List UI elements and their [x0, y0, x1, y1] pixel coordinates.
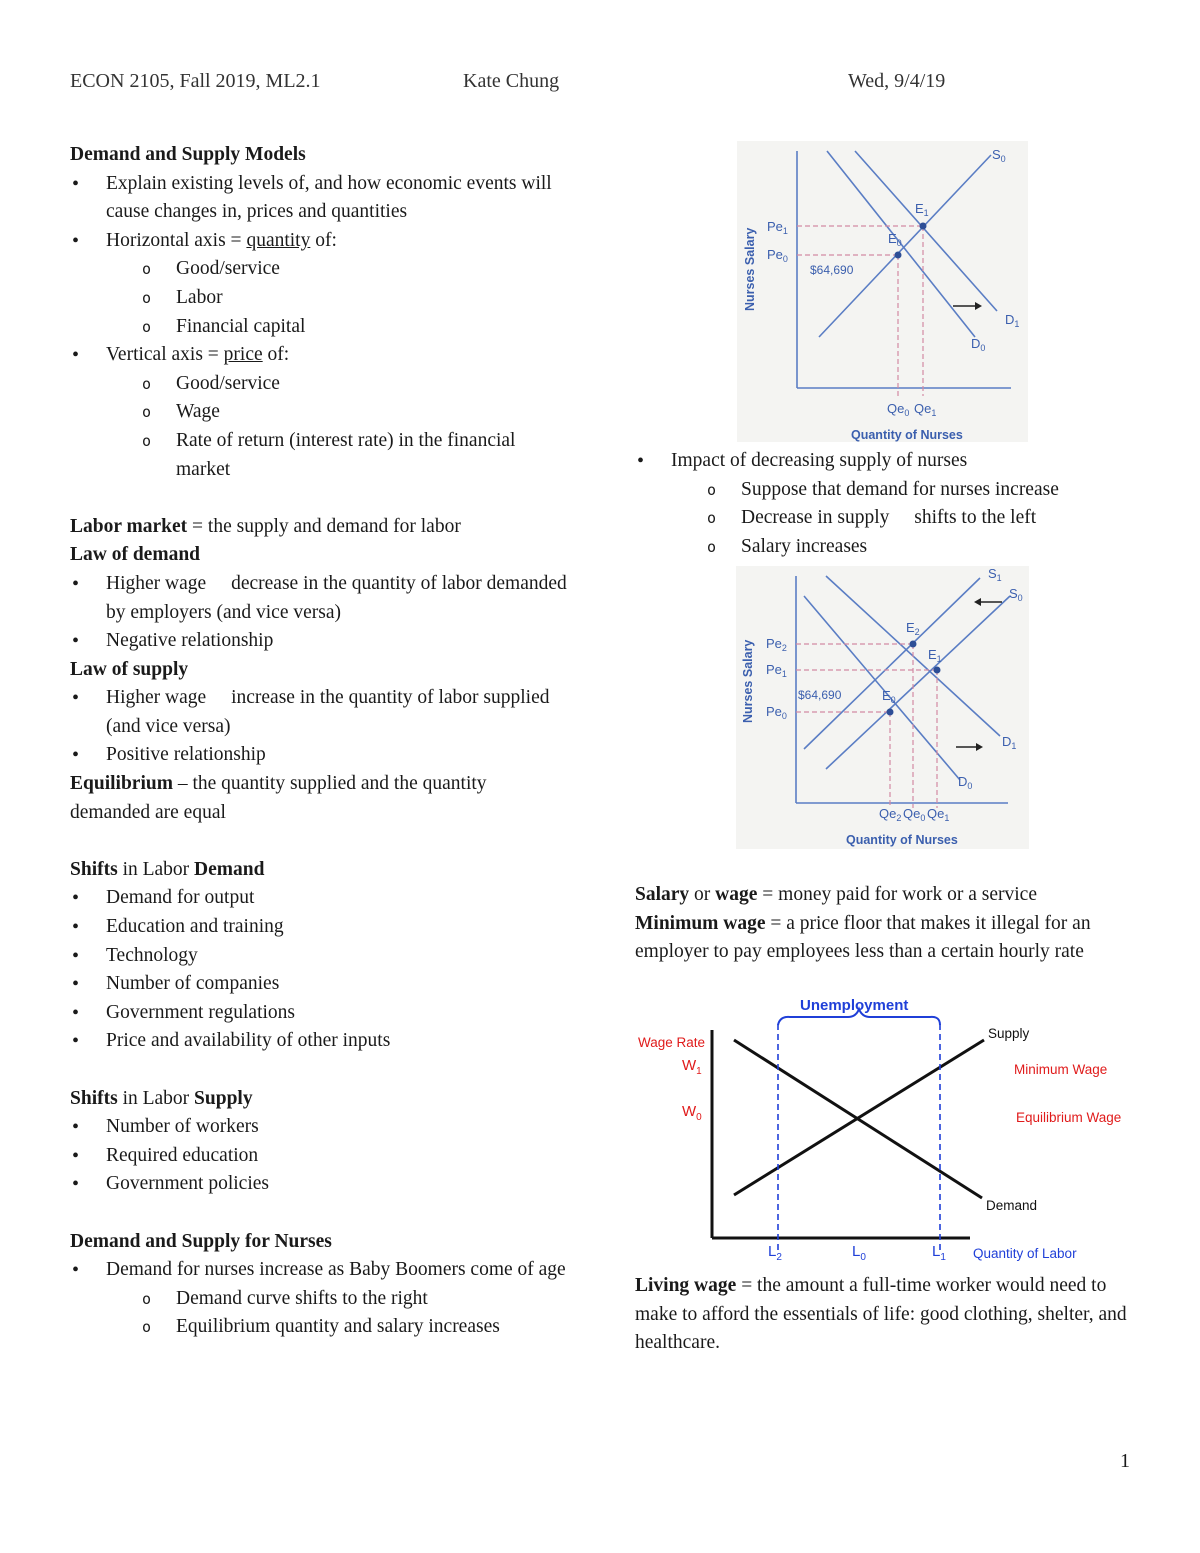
term: wage: [715, 884, 758, 905]
models-bullet-list: [70, 170, 570, 485]
page-number: 1: [1120, 1450, 1130, 1472]
text-run: or: [689, 884, 716, 905]
minimum-wage-graph: [630, 992, 1140, 1264]
minimum-wage-label: Minimum Wage: [1014, 1062, 1108, 1077]
label-pe2: $Pe_2$: [766, 636, 787, 653]
list-item: • Government policies: [70, 1170, 570, 1199]
nurses-section-title: Demand and Supply for Nurses: [70, 1230, 332, 1252]
label-qe1: $Qe_1$: [914, 401, 937, 418]
right-column-bottom: [635, 1272, 1135, 1358]
shifts-supply-list: [70, 1113, 570, 1199]
sub-list-item: o Good/service: [70, 370, 570, 399]
labor-market-definition: [70, 513, 570, 542]
text-run: Supply: [194, 1087, 253, 1109]
law-of-supply-list: [70, 684, 570, 770]
impact-list: [635, 447, 1135, 561]
list-item: [70, 227, 570, 256]
shift-right-arrowhead: [976, 743, 983, 751]
equilibrium-point-e1: [920, 223, 927, 230]
definition: = the amount a full-time worker would need to make to afford the essentials of life: good clothing, shelter, and healthcare.: [635, 1275, 1127, 1354]
list-item: • Price and availability of other inputs: [70, 1027, 570, 1056]
equilibrium-definition: [70, 770, 570, 827]
x-axis-label: Quantity of Nurses: [851, 428, 963, 442]
term: Salary: [635, 884, 690, 905]
supply-label: Supply: [988, 1026, 1030, 1041]
definition: = money paid for work or a service: [757, 884, 1037, 905]
text-run: Shifts: [70, 1087, 118, 1109]
supply-curve-s0: [819, 155, 991, 337]
term: Equilibrium: [70, 773, 173, 795]
salary-definition: [635, 881, 1135, 910]
equilibrium-point-e0: [887, 709, 894, 716]
y-axis-label: Nurses Salary: [741, 639, 755, 723]
label-e1: $E_1$: [928, 647, 942, 664]
shift-left-arrowhead: [974, 598, 981, 606]
sub-list-item: o Financial capital: [70, 313, 570, 342]
label-qe1: $Qe_1$: [927, 806, 950, 823]
nurses-demand-shift-figure: [737, 141, 1028, 442]
list-item: • Technology: [70, 942, 570, 971]
definition: = a price floor that makes it illegal for an employer to pay employees less than a certain hourly rate: [635, 912, 1091, 963]
nurses-demand-shift-graph: [737, 141, 1028, 442]
label-pe1: $Pe_1$: [766, 662, 787, 679]
label-w0: $W_0$: [682, 1103, 702, 1123]
list-item: • Positive relationship: [70, 741, 570, 770]
equilibrium-point-e1: [934, 667, 941, 674]
sub-list-item: o Equilibrium quantity and salary increases: [70, 1313, 570, 1342]
label-l1: $L_1$: [932, 1243, 946, 1263]
unemployment-label: Unemployment: [800, 997, 909, 1014]
label-s0: $S_0$: [1009, 586, 1023, 603]
label-w1: $W_1$: [682, 1057, 702, 1077]
list-item: [70, 341, 570, 370]
law-of-supply-title: Law of supply: [70, 658, 189, 680]
list-item: • Demand for output: [70, 884, 570, 913]
equilibrium-point-e2: [910, 641, 917, 648]
y-axis-label: Nurses Salary: [743, 227, 757, 311]
label-s0: $S_0$: [992, 147, 1006, 164]
label-l2: $L_2$: [768, 1243, 782, 1263]
list-item: • Education and training: [70, 913, 570, 942]
sub-list-item: o Salary increases: [635, 533, 1135, 562]
label-qe0: $Qe_0$: [903, 806, 926, 823]
term: Minimum wage: [635, 912, 766, 934]
list-item: • Negative relationship: [70, 627, 570, 656]
text-run: Demand: [194, 858, 265, 880]
law-of-demand-title: Law of demand: [70, 544, 201, 566]
label-d0: $D_0$: [971, 336, 986, 353]
list-item: • Higher wage decrease in the quantity of labor demanded by employers (and vice versa): [70, 570, 570, 627]
minimum-wage-definition: [635, 910, 1135, 967]
list-item: • Explain existing levels of, and how economic events will cause changes in, prices and quantities: [70, 170, 570, 227]
label-d1: $D_1$: [1005, 312, 1020, 329]
demand-label: Demand: [986, 1198, 1038, 1213]
list-item: • Required education: [70, 1142, 570, 1171]
living-wage-definition: [635, 1272, 1135, 1358]
supply-curve-s0: [826, 596, 1010, 769]
sub-list-item: o Wage: [70, 398, 570, 427]
label-pe1: $Pe_1$: [767, 219, 788, 236]
x-axis-label: Quantity of Nurses: [846, 833, 958, 847]
label-pe0: $Pe_0$: [766, 704, 787, 721]
label-qe0: $Qe_0$: [887, 401, 910, 418]
label-l0: $L_0$: [852, 1243, 866, 1263]
shifts-labor-demand-title: [70, 856, 570, 885]
term: Living wage: [635, 1275, 737, 1296]
label-e0: $E_0$: [882, 688, 896, 705]
label-e1: $E_1$: [915, 201, 929, 218]
section-title-demand-supply-models: Demand and Supply Models: [70, 144, 306, 165]
sub-list-item: o Rate of return (interest rate) in the financial market: [70, 427, 570, 484]
label-d0: $D_0$: [958, 774, 973, 791]
term: Labor market: [70, 515, 188, 537]
sub-list-item: o Demand curve shifts to the right: [70, 1285, 570, 1314]
list-item: • Government regulations: [70, 999, 570, 1028]
shift-right-arrowhead: [975, 302, 982, 310]
text-run: Vertical axis =: [106, 344, 224, 366]
date-header: Wed, 9/4/19: [848, 70, 946, 92]
label-e2: $E_2$: [906, 620, 920, 637]
quantity-of-labor-label: Quantity of Labor: [973, 1246, 1077, 1261]
list-item: • Demand for nurses increase as Baby Boomers come of age: [70, 1256, 570, 1285]
sub-list-item: o Suppose that demand for nurses increase: [635, 476, 1135, 505]
nurses-list: [70, 1256, 570, 1342]
nurses-supply-shift-figure: [736, 566, 1029, 849]
salary-value-label: $64,690: [810, 263, 854, 277]
label-s1: $S_1$: [988, 566, 1002, 583]
text-run: of:: [262, 344, 290, 366]
sub-list-item: o Good/service: [70, 255, 570, 284]
label-qe2: $Qe_2$: [879, 806, 902, 823]
wage-rate-label: Wage Rate: [638, 1035, 706, 1050]
text-run: of:: [310, 229, 337, 251]
label-d1: $D_1$: [1002, 734, 1017, 751]
shifts-demand-list: [70, 884, 570, 1056]
list-item: • Number of companies: [70, 970, 570, 999]
supply-curve-s1: [804, 578, 980, 749]
demand-curve-d1: [855, 151, 997, 311]
course-header: ECON 2105, Fall 2019, ML2.1: [70, 70, 321, 92]
nurses-supply-shift-graph: [736, 566, 1029, 849]
sub-list-item: o Decrease in supply shifts to the left: [635, 504, 1135, 533]
list-item: • Impact of decreasing supply of nurses: [635, 447, 1135, 476]
salary-value-label: $64,690: [798, 688, 842, 702]
sub-list-item: o Labor: [70, 284, 570, 313]
underlined-term: quantity: [246, 229, 311, 251]
text-run: in Labor: [117, 1087, 195, 1109]
law-of-demand-list: [70, 570, 570, 656]
list-item: • Number of workers: [70, 1113, 570, 1142]
right-column-top: [635, 447, 1135, 561]
text-run: Horizontal axis =: [106, 229, 247, 251]
minimum-wage-figure: [630, 992, 1140, 1264]
underlined-term: price: [223, 344, 263, 366]
text-run: in Labor: [117, 858, 195, 880]
author-header: Kate Chung: [463, 70, 560, 92]
right-column-middle: [635, 881, 1135, 967]
label-pe0: $Pe_0$: [767, 247, 788, 264]
shifts-labor-supply-title: [70, 1085, 570, 1114]
label-e0: $E_0$: [888, 231, 902, 248]
equilibrium-wage-label: Equilibrium Wage: [1016, 1110, 1122, 1125]
equilibrium-point-e0: [895, 252, 902, 259]
definition: – the quantity supplied and the quantity demanded are equal: [70, 773, 487, 823]
left-column: [70, 141, 570, 1342]
list-item: • Higher wage increase in the quantity of labor supplied (and vice versa): [70, 684, 570, 741]
text-run: Shifts: [70, 858, 118, 880]
definition: = the supply and demand for labor: [187, 515, 461, 537]
